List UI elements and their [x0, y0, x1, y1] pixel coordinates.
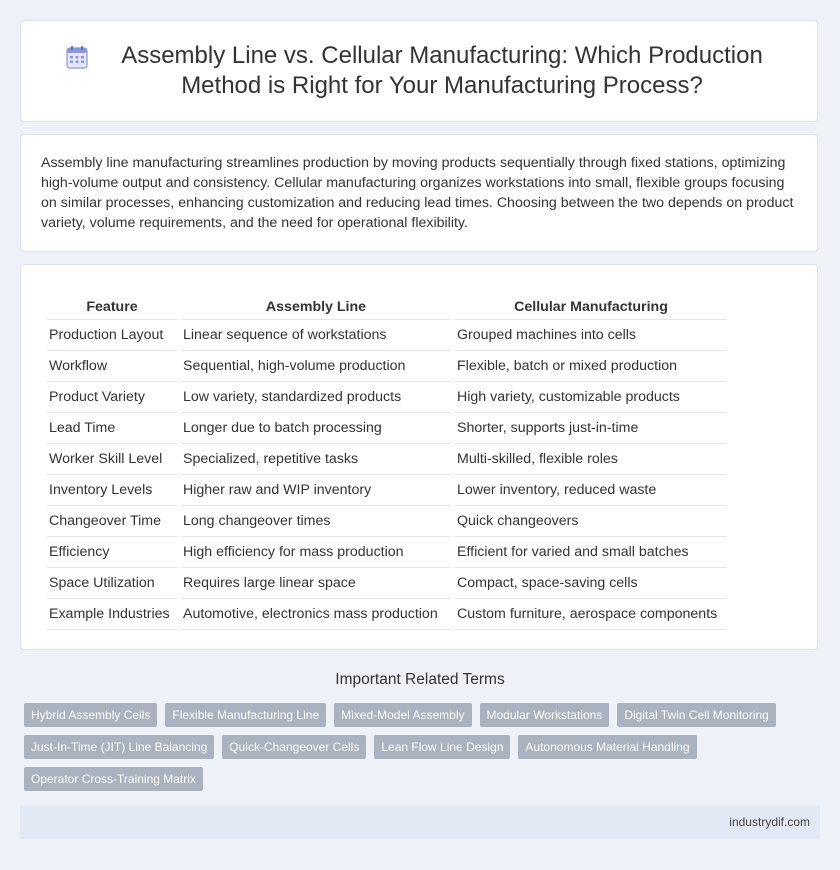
table-cell: Compact, space-saving cells [455, 568, 727, 599]
table-cell: Production Layout [47, 320, 177, 351]
table-cell: Changeover Time [47, 506, 177, 537]
table-row [47, 537, 727, 568]
intro-card [20, 134, 818, 252]
table-cell: Example Industries [47, 599, 177, 630]
table-cell: Efficiency [47, 537, 177, 568]
header-feature: Feature [47, 295, 177, 320]
table-cell: Longer due to batch processing [181, 413, 451, 444]
table-cell: Requires large linear space [181, 568, 451, 599]
table-cell: Space Utilization [47, 568, 177, 599]
table-cell: Specialized, repetitive tasks [181, 444, 451, 475]
header-assembly-line: Assembly Line [181, 295, 451, 320]
related-term-tag[interactable]: Lean Flow Line Design [374, 735, 510, 759]
table-cell: Flexible, batch or mixed production [455, 351, 727, 382]
table-cell: Low variety, standardized products [181, 382, 451, 413]
table-cell: Workflow [47, 351, 177, 382]
table-row [47, 351, 727, 382]
related-term-tag[interactable]: Autonomous Material Handling [518, 735, 696, 759]
table-cell: Efficient for varied and small batches [455, 537, 727, 568]
table-cell: Multi-skilled, flexible roles [455, 444, 727, 475]
table-row [47, 599, 727, 630]
related-term-tag[interactable]: Flexible Manufacturing Line [165, 703, 326, 727]
footer [20, 806, 820, 839]
related-term-tag[interactable]: Mixed-Model Assembly [334, 703, 471, 727]
table-cell: Grouped machines into cells [455, 320, 727, 351]
footer-site-name[interactable]: industrydif.com [729, 815, 810, 829]
related-term-tag[interactable]: Just-In-Time (JIT) Line Balancing [24, 735, 214, 759]
table-row [47, 444, 727, 475]
related-terms-list [24, 703, 824, 799]
table-cell: Long changeover times [181, 506, 451, 537]
page-title: Assembly Line vs. Cellular Manufacturing: Which Production Method is Right for Your Manufacturing Process? [121, 42, 763, 99]
table-cell: Linear sequence of workstations [181, 320, 451, 351]
table-cell: Shorter, supports just-in-time [455, 413, 727, 444]
table-cell: Automotive, electronics mass production [181, 599, 451, 630]
table-cell: Inventory Levels [47, 475, 177, 506]
table-row [47, 475, 727, 506]
table-cell: Custom furniture, aerospace components [455, 599, 727, 630]
table-cell: Higher raw and WIP inventory [181, 475, 451, 506]
table-row [47, 382, 727, 413]
table-row [47, 506, 727, 537]
table-cell: High variety, customizable products [455, 382, 727, 413]
table-row [47, 413, 727, 444]
table-cell: Sequential, high-volume production [181, 351, 451, 382]
comparison-table [43, 295, 731, 630]
related-terms-heading: Important Related Terms [335, 671, 505, 688]
related-term-tag[interactable]: Digital Twin Cell Monitoring [617, 703, 776, 727]
related-term-tag[interactable]: Operator Cross-Training Matrix [24, 767, 203, 791]
table-cell: Lead Time [47, 413, 177, 444]
table-cell: Lower inventory, reduced waste [455, 475, 727, 506]
related-term-tag[interactable]: Modular Workstations [480, 703, 610, 727]
table-cell: Worker Skill Level [47, 444, 177, 475]
header-cellular-manufacturing: Cellular Manufacturing [455, 295, 727, 320]
intro-paragraph: Assembly line manufacturing streamlines production by moving products sequentially through fixed stations, optimizing high-volume output and consistency. Cellular manufacturing organizes workstations into small, flexible groups focusing on similar processes, enhancing customization and reducing lead times. Choosing between the two depends on product variety, volume requirements, and the need for operational flexibility. [41, 155, 794, 231]
table-row [47, 568, 727, 599]
table-cell: High efficiency for mass production [181, 537, 451, 568]
table-header-row [47, 295, 727, 320]
related-term-tag[interactable]: Quick-Changeover Cells [222, 735, 366, 759]
title-card [20, 20, 818, 122]
table-cell: Quick changeovers [455, 506, 727, 537]
calendar-icon [66, 45, 88, 69]
comparison-table-card [20, 264, 818, 650]
related-term-tag[interactable]: Hybrid Assembly Cells [24, 703, 157, 727]
table-cell: Product Variety [47, 382, 177, 413]
table-row [47, 320, 727, 351]
